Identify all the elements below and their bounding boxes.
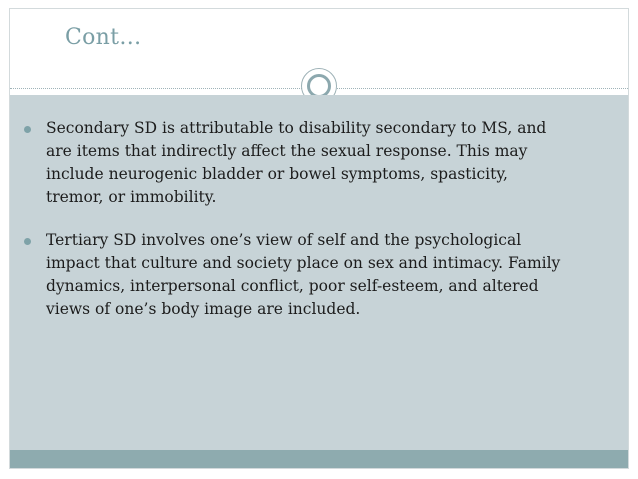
bullet-line: include neurogenic bladder or bowel symptoms, spasticity, — [46, 165, 508, 183]
bullet-line: are items that indirectly affect the sexual response. This may — [46, 142, 528, 160]
bullet-item-secondary-sd — [18, 117, 598, 209]
bullet-item-tertiary-sd — [18, 229, 598, 321]
bullet-line: Secondary SD is attributable to disability secondary to MS, and — [46, 119, 547, 137]
bullet-line: tremor, or immobility. — [46, 188, 217, 206]
bullet-dot-icon — [24, 126, 31, 133]
bottom-band — [10, 450, 628, 468]
bullet-list — [18, 117, 598, 341]
bullet-line: impact that culture and society place on sex and intimacy. Family — [46, 254, 561, 272]
bullet-line: dynamics, interpersonal conflict, poor self-esteem, and altered — [46, 277, 539, 295]
bullet-line: views of one’s body image are included. — [46, 300, 361, 318]
bullet-dot-icon — [24, 238, 31, 245]
bullet-line: Tertiary SD involves one’s view of self and the psychological — [46, 231, 522, 249]
slide-title: Cont… — [65, 25, 142, 50]
